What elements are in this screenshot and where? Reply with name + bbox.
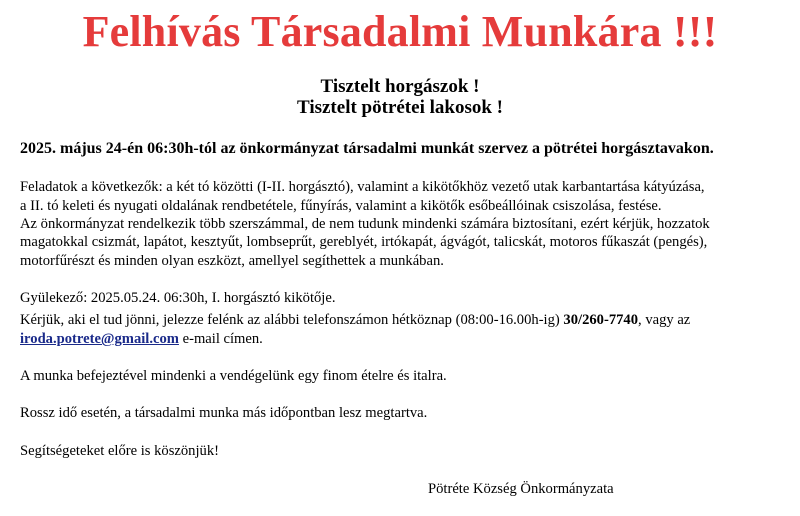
reward-text: A munka befejeztével mindenki a vendégelünk egy finom ételre és italra. <box>20 368 447 384</box>
thanks-text: Segítségeteket előre is köszönjük! <box>20 443 219 459</box>
contact-line <box>20 311 690 330</box>
greeting-residents: Tisztelt pötrétei lakosok ! <box>297 97 503 118</box>
email-line <box>20 330 263 349</box>
tasks-line-4: magatokkal csizmát, lapátot, kesztyűt, lombseprűt, gereblyét, irtókapát, ágvágót, talicskát, motoros fűkaszát (pengés), <box>20 234 708 250</box>
phone-number[interactable]: 30/260-7740 <box>563 312 639 328</box>
tasks-line-1: Feladatok a következők: a két tó közötti (I-II. horgásztó), valamint a kikötőkhöz vezető utak karbantartása kátyúzása, <box>20 179 705 195</box>
tasks-line-3: Az önkormányzat rendelkezik több szerszámmal, de nem tudunk mindenki számára biztosítani, ezért kérjük, hozzatok <box>20 216 710 232</box>
greeting-anglers: Tisztelt horgászok ! <box>320 76 480 97</box>
email-link[interactable]: iroda.potrete@gmail.com <box>20 331 179 347</box>
signature: Pötréte Község Önkormányzata <box>428 481 614 497</box>
event-headline: 2025. május 24-én 06:30h-tól az önkormányzat társadalmi munkát szervez a pötrétei horgásztavakon. <box>20 140 714 157</box>
page-title: Felhívás Társadalmi Munkára !!! <box>82 7 718 56</box>
contact-text-after-phone: , vagy az <box>638 312 691 328</box>
contact-text: Kérjük, aki el tud jönni, jelezze felénk az alábbi telefonszámon hétköznap (08:00-16.00h-ig) <box>20 312 564 328</box>
tasks-line-5: motorfűrészt és minden olyan eszközt, amellyel segíthettek a munkában. <box>20 253 444 269</box>
tasks-line-2: a II. tó keleti és nyugati oldalának rendbetétele, fűnyírás, valamint a kikötők esőbeállóinak csiszolása, festése. <box>20 198 662 214</box>
email-suffix: e-mail címen. <box>178 331 263 347</box>
meeting-info: Gyülekező: 2025.05.24. 06:30h, I. horgásztó kikötője. <box>20 290 336 306</box>
weather-notice: Rossz idő esetén, a társadalmi munka más időpontban lesz megtartva. <box>20 405 428 421</box>
